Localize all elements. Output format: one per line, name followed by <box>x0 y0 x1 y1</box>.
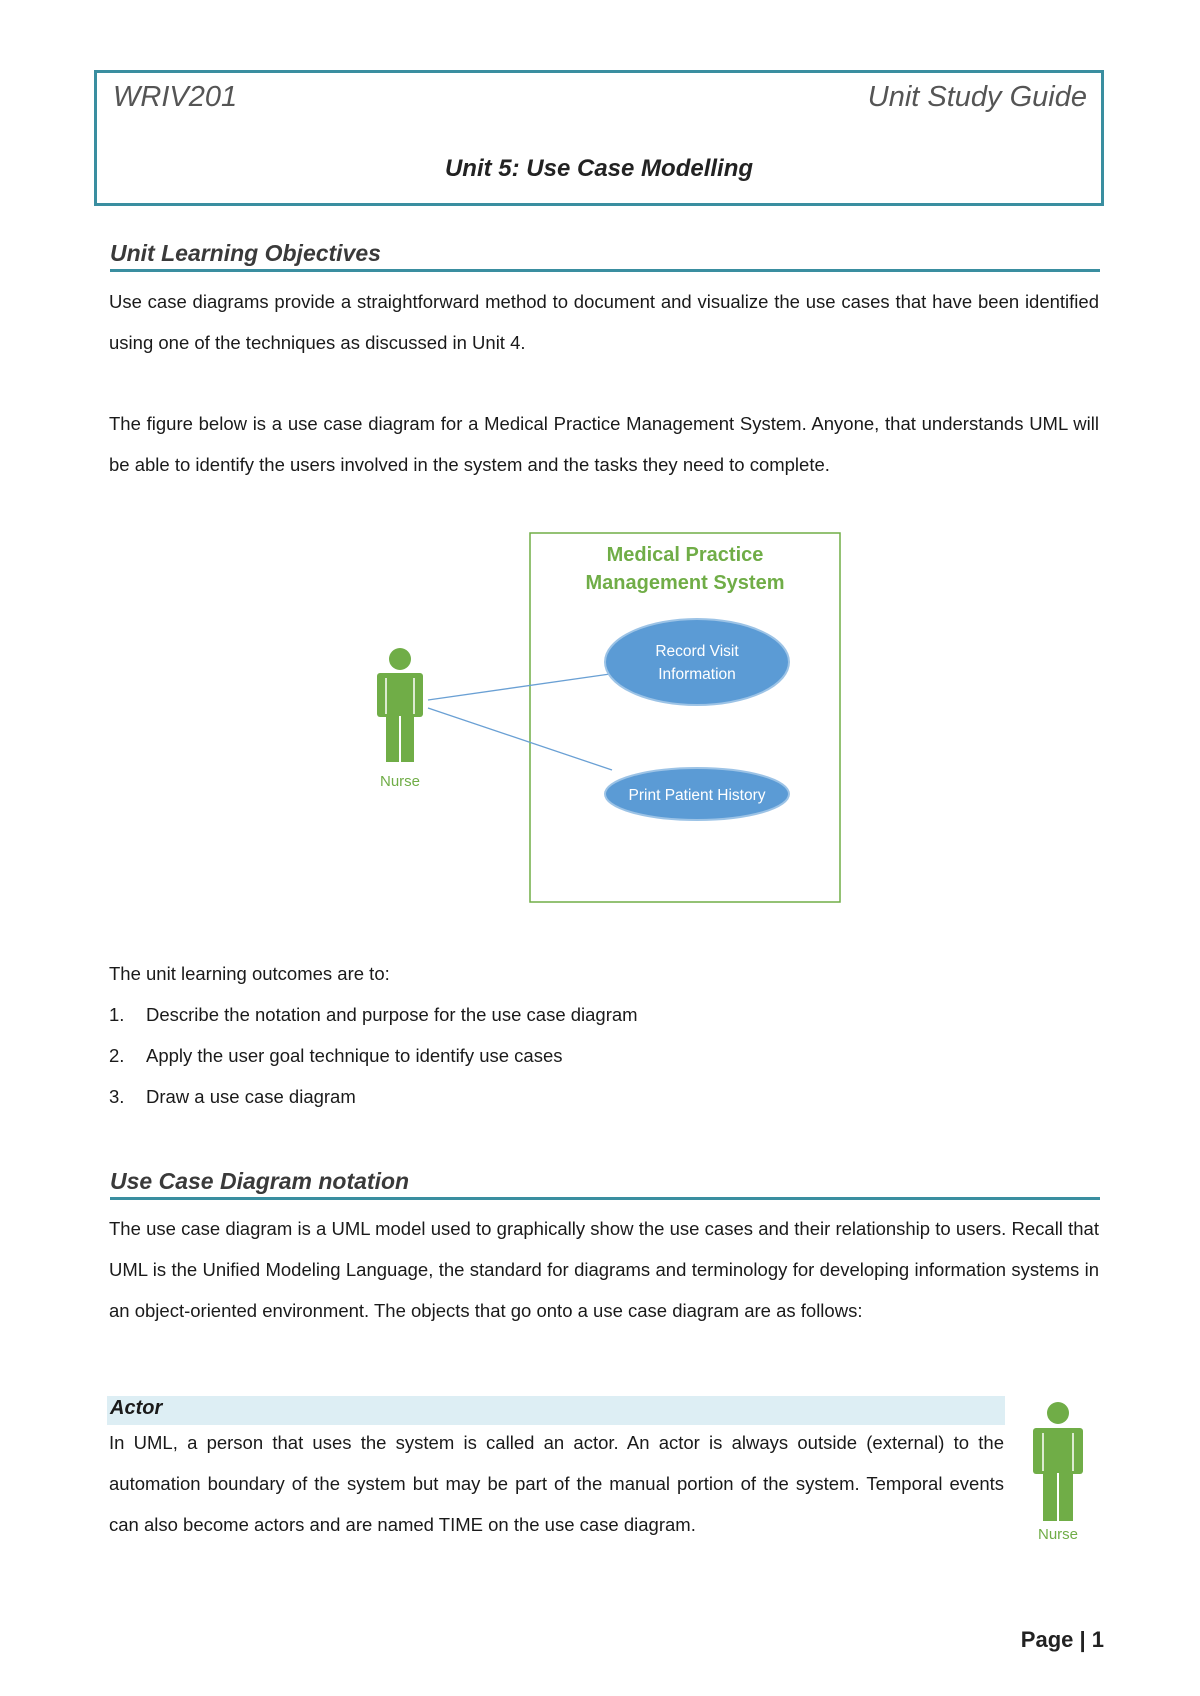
use-case-record-line2: Information <box>658 666 736 683</box>
use-case-record-line1: Record Visit <box>655 643 739 660</box>
notation-para: The use case diagram is a UML model used to graphically show the use cases and their relationship to users. Recall that UML is the Unified Modeling Language, the standard for diagrams and terminology for developing information systems in an object-oriented environment. The objects that go onto a use case diagram are as follows: <box>109 1218 1099 1321</box>
outcome-number: 3. <box>109 1086 125 1107</box>
header-box <box>94 70 1104 206</box>
use-case-record-visit <box>605 619 789 705</box>
outcome-text: Describe the notation and purpose for the use case diagram <box>146 1004 638 1025</box>
use-case-print-label: Print Patient History <box>628 787 766 804</box>
actor-name: Nurse <box>379 773 421 790</box>
association-record <box>428 674 610 700</box>
objectives-heading: Unit Learning Objectives <box>110 240 1100 272</box>
course-code: WRIV201 <box>113 81 238 113</box>
association-print <box>428 708 612 770</box>
unit-title: Unit 5: Use Case Modelling <box>444 155 754 182</box>
outcome-number: 1. <box>109 1004 125 1025</box>
outcome-text: Apply the user goal technique to identify use cases <box>146 1045 563 1066</box>
objectives-para2: The figure below is a use case diagram for a Medical Practice Management System. Anyone, that understands UML will be able to identify the users involved in the system and the tasks they need to complete. <box>109 413 1099 475</box>
actor-para: In UML, a person that uses the system is called an actor. An actor is always outside (external) to the automation boundary of the system but may be part of the manual portion of the system. Temporal events can also become actors and are named TIME on the use case diagram. <box>109 1432 1004 1535</box>
page-number: Page | 1 <box>1020 1627 1104 1652</box>
outcome-text: Draw a use case diagram <box>146 1086 356 1107</box>
system-title-line2: Management System <box>585 572 785 594</box>
system-title-line1: Medical Practice <box>606 544 764 566</box>
use-case-diagram <box>360 528 850 908</box>
actor-icon <box>1020 1395 1100 1545</box>
actor-label-bar <box>107 1396 1005 1425</box>
outcomes-intro: The unit learning outcomes are to: <box>109 963 390 984</box>
objectives-para1: Use case diagrams provide a straightforward method to document and visualize the use cases that have been identified using one of the techniques as discussed in Unit 4. <box>109 291 1099 353</box>
actor-label: Actor <box>110 1397 163 1419</box>
actor-icon-name: Nurse <box>1037 1526 1079 1543</box>
notation-heading: Use Case Diagram notation <box>110 1168 1100 1200</box>
guide-title: Unit Study Guide <box>867 81 1087 113</box>
actor-figure <box>377 648 423 762</box>
outcome-number: 2. <box>109 1045 125 1066</box>
